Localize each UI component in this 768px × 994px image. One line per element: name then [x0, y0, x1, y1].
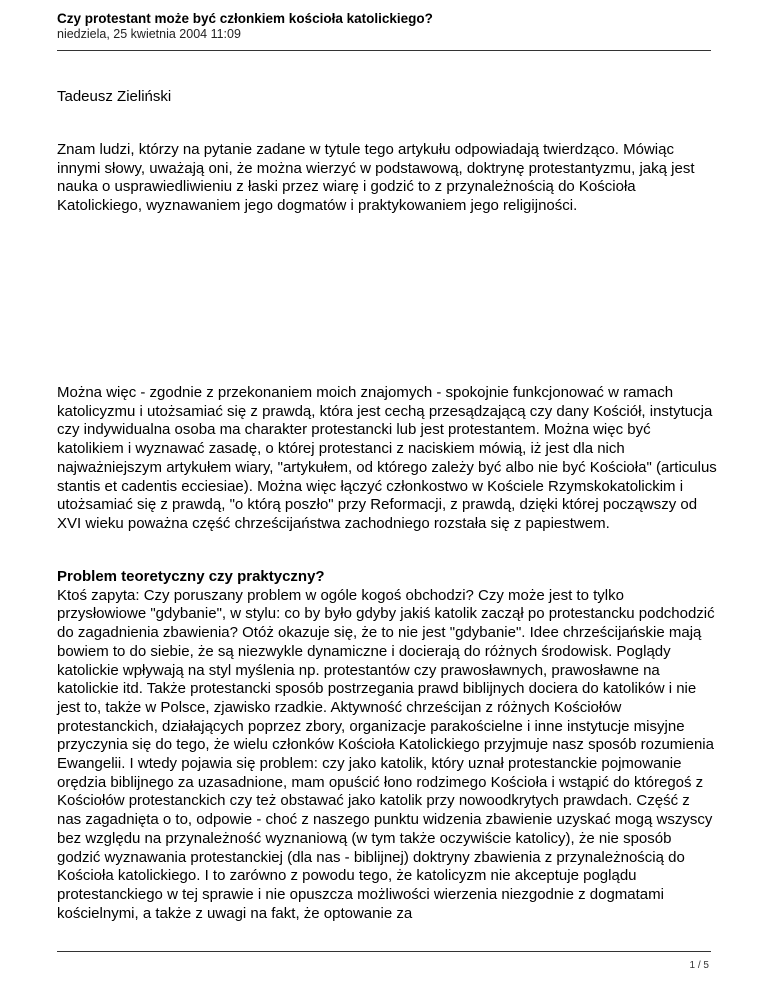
section-body: Ktoś zapyta: Czy poruszany problem w ogóle kogoś obchodzi? Czy może jest to tylko przysłowiowe "gdybanie", w stylu: co by było gdyby jakiś katolik zaczął po protestancku podchodzić do zagadnienia zbawienia? Otóż okazuje się, że to nie jest "gdybanie". Idee chrześcijańskie mają bowiem to do siebie, że są niezwykle dynamiczne i docierają do różnych środowisk. Poglądy katolickie wpływają na styl myślenia np. protestantów czy prawosławnych, prawosławne na katolickie itd. Także protestancki sposób postrzegania prawd biblijnych dociera do katolików i nie jest to, także w Polsce, zjawisko rzadkie. Aktywność chrześcijan z różnych Kościołów protestanckich, działających poprzez zbory, organizacje parakościelne i inne instytucje misyjne przyczynia się do tego, że wielu członków Kościoła Katolickiego przyjmuje nasz sposób rozumienia Ewangelii. I wtedy pojawia się problem: czy jako katolik, który uznał protestanckie pojmowanie orędzia biblijnego za uzasadnione, mam opuścić łono rodzimego Kościoła i wstąpić do któregoś z Kościołów protestanckich czy też obstawać jako katolik przy nowoodkrytych prawdach. Część z nas zagadnięta o to, odpowie - choć z naszego punktu widzenia zbawienie uzyskać mogą wszyscy bez względu na przynależność wyznaniową (w tym także oczywiście katolicy), że nie sposób godzić wyznawania protestanckiej (dla nas - biblijnej) doktryny zbawienia z przynależnością do Kościoła katolickiego. I to zarówno z powodu tego, że katolicyzm nie akceptuje poglądu protestanckiego w tej sprawie i nie opuszcza możliwości wierzenia niezgodnie z dogmatami kościelnymi, a także z uwagi na fakt, że optowanie za	[57, 586, 715, 922]
page-number: 1 / 5	[689, 960, 709, 971]
header-divider	[57, 50, 711, 51]
document-title: Czy protestant może być członkiem kościoła katolickiego?	[57, 11, 433, 26]
document-header	[57, 10, 711, 42]
footer-divider	[57, 951, 711, 952]
article-paragraph-2: Można więc - zgodnie z przekonaniem moich znajomych - spokojnie funkcjonować w ramach katolicyzmu i utożsamiać się z prawdą, która jest cechą przesądzającą czy dany Kościół, instytucja czy indywidualna osoba ma charakter protestancki lub jest protestantem. Można więc być katolikiem i wyznawać zasadę, o której protestanci z naciskiem mówią, iż jest dla nich najważniejszym artykułem wiary, "artykułem, od którego zależy być albo nie być Kościoła" (articulus stantis et cadentis ecciesiae). Można więc łączyć członkostwo w Kościele Rzymskokatolickim i utożsamiać się z prawdą, "o którą poszło" przy Reformacji, z prawdą, dzięki której począwszy od XVI wieku poważna część chrześcijaństwa zachodniego rozstała się z papiestwem.	[57, 384, 717, 532]
article-author: Tadeusz Zieliński	[57, 88, 172, 105]
publication-date: niedziela, 25 kwietnia 2004 11:09	[57, 27, 241, 41]
article-paragraph-1: Znam ludzi, którzy na pytanie zadane w tytule tego artykułu odpowiadają twierdząco. Mówiąc innymi słowy, uważają oni, że można wierzyć w podstawową, doktrynę protestantyzmu, jaką jest nauka o usprawiedliwieniu z łaski przez wiarę i godzić to z przynależnością do Kościoła Katolickiego, wyznawaniem jego dogmatów i praktykowaniem jego religijności.	[57, 141, 695, 215]
article-section	[57, 568, 717, 923]
section-heading: Problem teoretyczny czy praktyczny?	[57, 568, 325, 585]
